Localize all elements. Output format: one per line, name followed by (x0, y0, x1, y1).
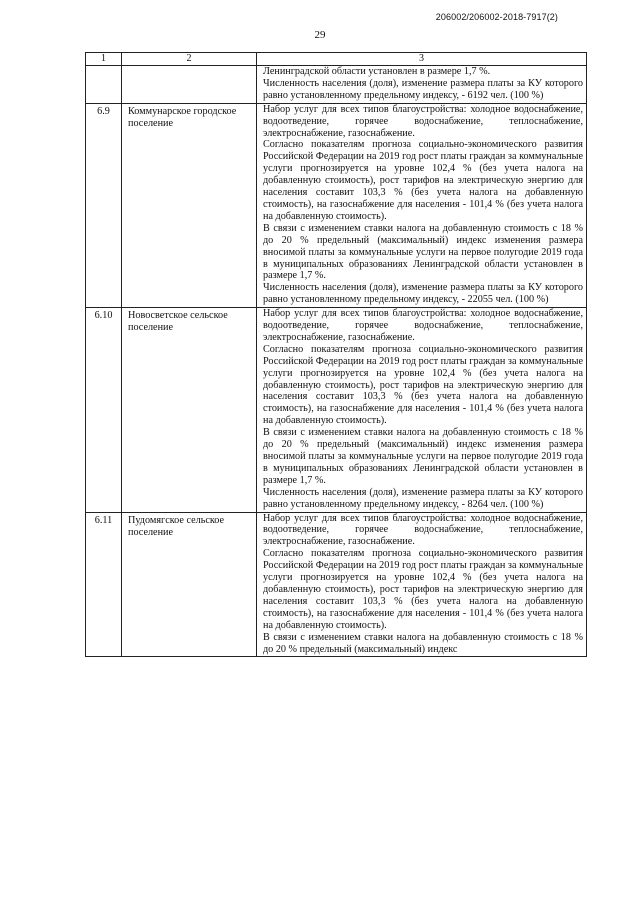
content-table (85, 52, 587, 657)
paragraph: Набор услуг для всех типов благоустройства: холодное водоснабжение, водоотведение, горячее водоснабжение, теплоснабжение, электроснабжение, газоснабжение. (263, 103, 583, 139)
column-header-2: 2 (122, 53, 257, 66)
paragraph: Ленинградской области установлен в размере 1,7 %. (263, 66, 491, 77)
paragraph: Численность населения (доля), изменение размера платы за КУ которого равно установленному предельному индексу, - 8264 чел. (100 %) (263, 486, 583, 510)
column-header-1: 1 (86, 53, 122, 66)
page-number: 29 (314, 29, 326, 41)
row-description (257, 512, 587, 657)
paragraph: В связи с изменением ставки налога на добавленную стоимость с 18 % до 20 % предельный (максимальный) индекс изменения размера вносимой платы за коммунальные услуги на первое полугодие 2019 года в муниципальных образованиях Ленинградской области установлен в размере 1,7 %. (263, 222, 583, 282)
row-number: 6.9 (86, 103, 122, 307)
row-number (86, 66, 122, 104)
paragraph: Согласно показателям прогноза социально-экономического развития Российской Федерации на 2019 год рост платы граждан за коммунальные услуги прогнозируется на уровне 102,4 % (без учета налога на добавленную стоимость), рост тарифов на электрическую энергию для населения составит 103,3 % (без учета налога на добавленную стоимость), на газоснабжение для населения - 101,4 % (без учета налога на добавленную стоимость). (263, 548, 583, 631)
row-number: 6.11 (86, 512, 122, 657)
settlement-name: Коммунарское городское поселение (122, 103, 257, 307)
paragraph: Согласно показателям прогноза социально-экономического развития Российской Федерации на 2019 год рост платы граждан за коммунальные услуги прогнозируется на уровне 102,4 % (без учета налога на добавленную стоимость), рост тарифов на электрическую энергию для населения составит 103,3 % (без учета налога на добавленную стоимость), на газоснабжение для населения - 101,4 % (без учета налога на добавленную стоимость). (263, 343, 583, 427)
table-row (86, 103, 587, 307)
document-id: 206002/206002-2018-7917(2) (435, 12, 558, 22)
row-description (257, 308, 587, 512)
table-row (86, 512, 587, 657)
paragraph: Численность населения (доля), изменение размера платы за КУ которого равно установленному предельному индексу, - 6192 чел. (100 %) (263, 77, 583, 101)
row-number: 6.10 (86, 308, 122, 512)
column-header-3: 3 (257, 53, 587, 66)
paragraph: Набор услуг для всех типов благоустройства: холодное водоснабжение, водоотведение, горячее водоснабжение, теплоснабжение, электроснабжение, газоснабжение. (263, 512, 583, 548)
settlement-name: Пудомягское сельское поселение (122, 512, 257, 657)
row-description (257, 66, 587, 104)
paragraph: Численность населения (доля), изменение размера платы за КУ которого равно установленному предельному индексу, - 22055 чел. (100 %) (263, 282, 583, 306)
settlement-name (122, 66, 257, 104)
table-row (86, 66, 587, 104)
paragraph: В связи с изменением ставки налога на добавленную стоимость с 18 % до 20 % предельный (максимальный) индекс (263, 631, 583, 655)
row-description (257, 103, 587, 307)
paragraph: Набор услуг для всех типов благоустройства: холодное водоснабжение, водоотведение, горячее водоснабжение, теплоснабжение, электроснабжение, газоснабжение. (263, 308, 583, 343)
table-header-row (86, 53, 587, 66)
paragraph: Согласно показателям прогноза социально-экономического развития Российской Федерации на 2019 год рост платы граждан за коммунальные услуги прогнозируется на уровне 102,4 % (без учета налога на добавленную стоимость), рост тарифов на электрическую энергию для населения составит 103,3 % (без учета налога на добавленную стоимость), на газоснабжение для населения - 101,4 % (без учета налога на добавленную стоимость). (263, 139, 583, 222)
paragraph: В связи с изменением ставки налога на добавленную стоимость с 18 % до 20 % предельный (максимальный) индекс изменения размера вносимой платы за коммунальные услуги на первое полугодие 2019 года в муниципальных образованиях Ленинградской области установлен в размере 1,7 %. (263, 427, 583, 486)
table-row (86, 308, 587, 512)
settlement-name: Новосветское сельское поселение (122, 308, 257, 512)
